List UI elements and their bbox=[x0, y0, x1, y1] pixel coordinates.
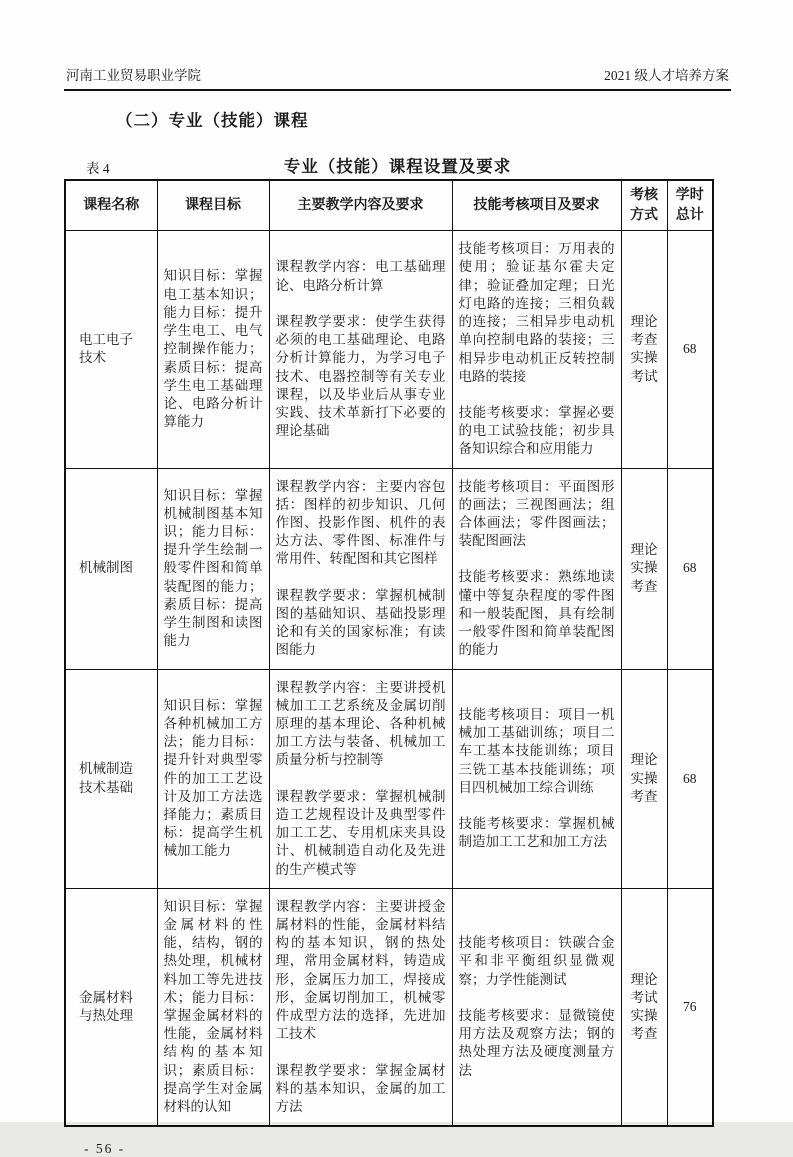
teaching-content-paragraph: 课程教学内容：电工基础理论、电路分析计算 bbox=[275, 259, 446, 293]
total-hours-cell: 68 bbox=[667, 669, 713, 888]
teaching-content-paragraph: 课程教学内容：主要讲授机械加工工艺系统及金属切削原理的基本理论、各种机械加工方法与装备、机械加工质量分析与控制等 bbox=[275, 679, 446, 768]
teaching-content-paragraph: 课程教学内容：主要讲授金属材料的性能，金属材料结构的基本知识，钢的热处理，常用金属材料，铸造成形，金属压力加工，焊接成形，金属切削加工，机械零件成型方法的选择，先进加工技术 bbox=[275, 898, 446, 1042]
assessment-requirement-paragraph: 技能考核要求：显微镜使用方法及观察方法；钢的热处理方法及硬度测量方法 bbox=[458, 1007, 615, 1078]
assessment-items-paragraph: 技能考核项目：平面图形的画法；三视图画法；组合体画法；零件图画法；装配图画法 bbox=[458, 478, 615, 549]
assessment-method-cell: 理论考查实操考试 bbox=[621, 231, 667, 468]
course-name-cell: 机械制造技术基础 bbox=[65, 669, 157, 888]
teaching-requirement-paragraph: 课程教学要求：使学生获得必须的电工基础理论、电路分析计算能力，为学习电子技术、电器控制等有关专业课程，以及毕业后从事专业实践、技术革新打下必要的理论基础 bbox=[275, 313, 446, 439]
col-header-assessment-method: 考核方式 bbox=[621, 180, 667, 231]
teaching-content-cell bbox=[269, 468, 452, 669]
teaching-content-cell bbox=[269, 231, 452, 468]
course-objectives-cell: 知识目标：掌握电工基本知识；能力目标：提升学生电工、电气控制操作能力；素质目标：提高学生电工基础理论、电路分析计算能力 bbox=[157, 231, 269, 468]
header-plan-name: 2021 级人才培养方案 bbox=[604, 68, 729, 83]
course-name-cell: 电工电子技术 bbox=[65, 231, 157, 468]
skill-assessment-cell bbox=[452, 669, 621, 888]
course-name-cell: 金属材料与热处理 bbox=[65, 888, 157, 1126]
course-table bbox=[64, 179, 714, 1127]
teaching-requirement-paragraph: 课程教学要求：掌握机械制图的基础知识、基础投影理论和有关的国家标准；有读图能力 bbox=[275, 587, 446, 658]
total-hours-cell: 76 bbox=[667, 888, 713, 1126]
assessment-items-paragraph: 技能考核项目：万用表的使用；验证基尔霍夫定律；验证叠加定理；日光灯电路的连接；三相负载的连接；三相异步电动机单向控制电路的装接；三相异步电动机正反转控制电路的装接 bbox=[458, 241, 615, 384]
table-row bbox=[65, 468, 713, 669]
course-objectives-cell: 知识目标：掌握金属材料的性能，结构，钢的热处理，机械材料加工等先进技术；能力目标：掌握金属材料的性能，金属材料结构的基本知识；素质目标：提高学生对金属材料的认知 bbox=[157, 888, 269, 1126]
assessment-requirement-paragraph: 技能考核要求：掌握必要的电工试验技能；初步具备知识综合和应用能力 bbox=[458, 404, 615, 457]
assessment-method-cell: 理论实操考查 bbox=[621, 669, 667, 888]
skill-assessment-cell bbox=[452, 468, 621, 669]
teaching-requirement-paragraph: 课程教学要求：掌握金属材料的基本知识，金属的加工方法 bbox=[275, 1062, 446, 1114]
table-row bbox=[65, 669, 713, 888]
header-divider bbox=[64, 89, 731, 91]
teaching-content-cell bbox=[269, 669, 452, 888]
table-row bbox=[65, 231, 713, 468]
col-header-total-hours: 学时总计 bbox=[667, 180, 713, 231]
teaching-requirement-paragraph: 课程教学要求：掌握机械制造工艺规程设计及典型零件加工工艺、专用机床夹具设计、机械制造自动化及先进的生产模式等 bbox=[275, 788, 446, 877]
course-name-cell: 机械制图 bbox=[65, 468, 157, 669]
assessment-items-paragraph: 技能考核项目：项目一机械加工基础训练；项目二车工基本技能训练；项目三铣工基本技能训练；项目四机械加工综合训练 bbox=[458, 706, 615, 795]
col-header-teaching-content: 主要教学内容及要求 bbox=[269, 180, 452, 231]
table-header-row bbox=[65, 180, 713, 231]
total-hours-cell: 68 bbox=[667, 231, 713, 468]
table-caption-row bbox=[64, 153, 731, 177]
course-objectives-cell: 知识目标：掌握机械制图基本知识；能力目标：提升学生绘制一般零件图和简单装配图的能力；素质目标：提高学生制图和读图能力 bbox=[157, 468, 269, 669]
table-caption: 专业（技能）课程设置及要求 bbox=[283, 157, 512, 176]
header-school-name: 河南工业贸易职业学院 bbox=[66, 68, 201, 83]
teaching-content-cell bbox=[269, 888, 452, 1126]
assessment-requirement-paragraph: 技能考核要求：掌握机械制造加工工艺和加工方法 bbox=[458, 815, 615, 850]
assessment-method-cell: 理论实操考查 bbox=[621, 468, 667, 669]
total-hours-cell: 68 bbox=[667, 468, 713, 669]
skill-assessment-cell bbox=[452, 888, 621, 1126]
col-header-skill-assessment: 技能考核项目及要求 bbox=[452, 180, 621, 231]
course-objectives-cell: 知识目标：掌握各种机械加工方法；能力目标：提升针对典型零件的加工工艺设计及加工方法选择能力；素质目标：提高学生机械加工能力 bbox=[157, 669, 269, 888]
teaching-content-paragraph: 课程教学内容：主要内容包括：图样的初步知识、几何作图、投影作图、机件的表达方法、零件图、标准件与常用件、转配图和其它图样 bbox=[275, 478, 446, 567]
assessment-requirement-paragraph: 技能考核要求：熟练地读懂中等复杂程度的零件图和一般装配图，具有绘制一般零件图和简单装配图的能力 bbox=[458, 569, 615, 658]
running-header bbox=[64, 64, 731, 89]
page-number: - 56 - bbox=[84, 1141, 126, 1157]
col-header-course-name: 课程名称 bbox=[65, 180, 157, 231]
assessment-method-cell: 理论考试实操考查 bbox=[621, 888, 667, 1126]
section-title: （二）专业（技能）课程 bbox=[116, 111, 309, 130]
assessment-items-paragraph: 技能考核项目：铁碳合金平和非平衡组织显微观察；力学性能测试 bbox=[458, 935, 615, 987]
table-row bbox=[65, 888, 713, 1126]
skill-assessment-cell bbox=[452, 231, 621, 468]
table-label: 表 4 bbox=[86, 161, 110, 176]
col-header-course-objectives: 课程目标 bbox=[157, 180, 269, 231]
